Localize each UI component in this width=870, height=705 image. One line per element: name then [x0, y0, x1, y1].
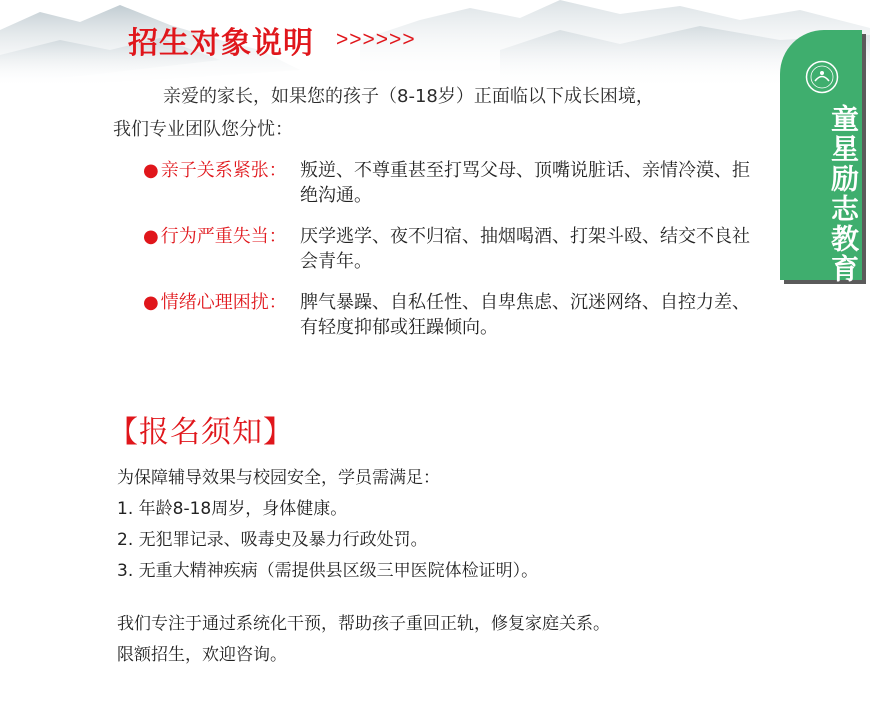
problem-item-parent-child	[143, 158, 753, 208]
problem-item-emotional	[143, 290, 753, 340]
problem-label: ● 行为严重失当：	[143, 226, 287, 247]
problem-label: ● 情绪心理困扰：	[143, 292, 287, 313]
notice-item: 2. 无犯罪记录、吸毒史及暴力行政处罚。	[117, 530, 428, 550]
problem-description: 厌学逃学、夜不归宿、抽烟喝酒、打架斗殴、结交不良社会青年。	[300, 226, 750, 272]
section-heading-enrollment-targets	[128, 18, 416, 62]
problem-label: ● 亲子关系紧张：	[143, 160, 287, 181]
school-emblem-icon	[805, 60, 839, 94]
brand-tab	[780, 30, 866, 284]
bullet-dot-icon: ●	[143, 160, 159, 181]
notice-closing-2: 限额招生，欢迎咨询。	[117, 645, 287, 665]
registration-notice	[117, 463, 777, 671]
problem-description: 脾气暴躁、自私任性、自卑焦虑、沉迷网络、自控力差、有轻度抑郁或狂躁倾向。	[300, 292, 750, 338]
problem-item-behavior	[143, 224, 753, 274]
intro-line-2: 我们专业团队您分忧：	[113, 119, 293, 140]
notice-item: 3. 无重大精神疾病（需提供县区级三甲医院体检证明）。	[117, 561, 539, 581]
bullet-dot-icon: ●	[143, 226, 159, 247]
notice-closing-1: 我们专注于通过系统化干预，帮助孩子重回正轨，修复家庭关系。	[117, 614, 610, 634]
brand-name: 童星励志教育	[827, 104, 860, 284]
problem-list	[143, 158, 753, 356]
notice-item: 1. 年龄8-18周岁，身体健康。	[117, 499, 348, 519]
heading-arrows: >>>>>>	[336, 28, 416, 51]
section-heading-registration-notice: 【报名须知】	[108, 415, 294, 450]
bullet-dot-icon: ●	[143, 292, 159, 313]
intro-paragraph	[113, 80, 753, 146]
notice-intro: 为保障辅导效果与校园安全，学员需满足：	[117, 468, 440, 488]
problem-description: 叛逆、不尊重甚至打骂父母、顶嘴说脏话、亲情冷漠、拒绝沟通。	[300, 160, 750, 206]
intro-line-1: 亲爱的家长，如果您的孩子（8-18岁）正面临以下成长困境，	[163, 86, 654, 107]
heading-title: 招生对象说明	[128, 26, 314, 61]
